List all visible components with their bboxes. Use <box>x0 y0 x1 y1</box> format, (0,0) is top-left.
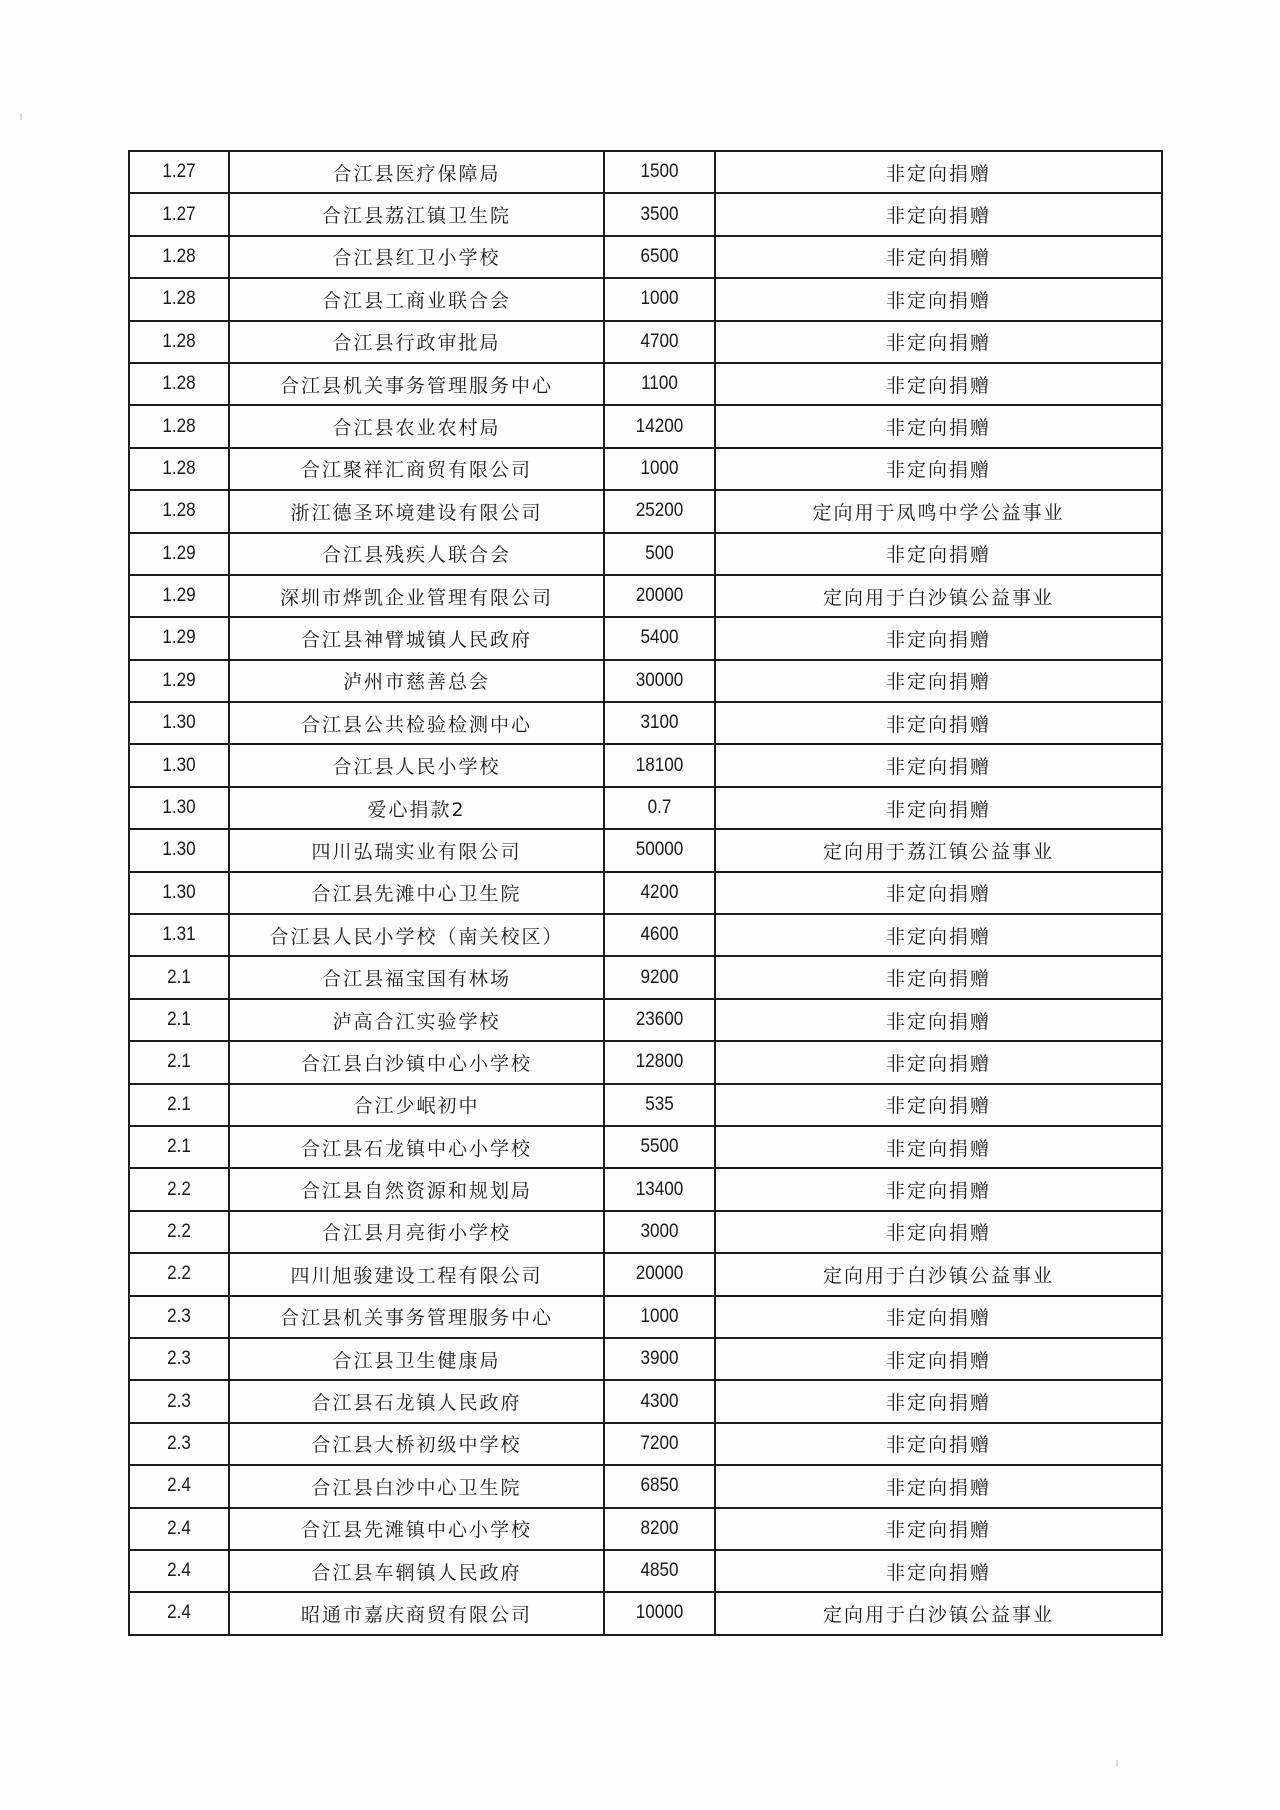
date-cell: 1.30 <box>134 744 224 786</box>
date-cell: 1.30 <box>134 872 224 914</box>
purpose-cell: 非定向捐赠 <box>715 193 1162 235</box>
amount-cell: 6850 <box>610 1465 710 1507</box>
table-row <box>129 193 1162 235</box>
amount-cell: 1000 <box>610 1296 710 1338</box>
donor-cell: 合江县大桥初级中学校 <box>229 1423 604 1465</box>
table-row <box>129 1296 1162 1338</box>
amount-cell: 3000 <box>610 1211 710 1253</box>
donor-cell: 泸高合江实验学校 <box>229 999 604 1041</box>
date-cell: 2.3 <box>134 1338 224 1380</box>
table-row <box>129 448 1162 490</box>
table-row <box>129 1041 1162 1083</box>
date-cell: 2.3 <box>134 1380 224 1422</box>
date-cell: 2.1 <box>134 1041 224 1083</box>
amount-cell: 23600 <box>610 999 710 1041</box>
donation-ledger-table <box>128 150 1163 1636</box>
purpose-cell: 非定向捐赠 <box>715 660 1162 702</box>
table-row <box>129 872 1162 914</box>
amount-cell: 6500 <box>610 236 710 278</box>
donor-cell: 合江县人民小学校（南关校区） <box>229 914 604 956</box>
date-cell: 1.28 <box>134 490 224 532</box>
purpose-cell: 非定向捐赠 <box>715 533 1162 575</box>
date-cell: 1.31 <box>134 914 224 956</box>
table-row <box>129 1423 1162 1465</box>
table-row <box>129 956 1162 998</box>
amount-cell: 535 <box>610 1084 710 1126</box>
date-cell: 1.28 <box>134 448 224 490</box>
donor-cell: 合江县医疗保障局 <box>229 151 604 193</box>
donor-cell: 合江县荔江镇卫生院 <box>229 193 604 235</box>
table-row <box>129 236 1162 278</box>
amount-cell: 50000 <box>610 829 710 871</box>
donor-cell: 合江县工商业联合会 <box>229 278 604 320</box>
table-row <box>129 1126 1162 1168</box>
date-cell: 2.1 <box>134 1126 224 1168</box>
table-row <box>129 1592 1162 1634</box>
amount-cell: 3100 <box>610 702 710 744</box>
date-cell: 1.29 <box>134 575 224 617</box>
table-row <box>129 1465 1162 1507</box>
date-cell: 1.27 <box>134 193 224 235</box>
table-row <box>129 829 1162 871</box>
donor-cell: 合江县先滩中心卫生院 <box>229 872 604 914</box>
purpose-cell: 非定向捐赠 <box>715 914 1162 956</box>
amount-cell: 1500 <box>610 151 710 193</box>
purpose-cell: 非定向捐赠 <box>715 1168 1162 1210</box>
date-cell: 2.2 <box>134 1211 224 1253</box>
donor-cell: 深圳市烨凯企业管理有限公司 <box>229 575 604 617</box>
purpose-cell: 非定向捐赠 <box>715 1296 1162 1338</box>
date-cell: 1.30 <box>134 787 224 829</box>
purpose-cell: 非定向捐赠 <box>715 1211 1162 1253</box>
purpose-cell: 非定向捐赠 <box>715 872 1162 914</box>
date-cell: 1.28 <box>134 321 224 363</box>
amount-cell: 1100 <box>610 363 710 405</box>
purpose-cell: 非定向捐赠 <box>715 1508 1162 1550</box>
date-cell: 1.29 <box>134 617 224 659</box>
purpose-cell: 非定向捐赠 <box>715 363 1162 405</box>
date-cell: 1.28 <box>134 363 224 405</box>
amount-cell: 30000 <box>610 660 710 702</box>
table-row <box>129 278 1162 320</box>
donor-cell: 合江县机关事务管理服务中心 <box>229 363 604 405</box>
purpose-cell: 非定向捐赠 <box>715 744 1162 786</box>
table-row <box>129 490 1162 532</box>
donor-cell: 合江县红卫小学校 <box>229 236 604 278</box>
purpose-cell: 非定向捐赠 <box>715 956 1162 998</box>
amount-cell: 8200 <box>610 1508 710 1550</box>
table-row <box>129 151 1162 193</box>
amount-cell: 4300 <box>610 1380 710 1422</box>
amount-cell: 4700 <box>610 321 710 363</box>
date-cell: 1.30 <box>134 702 224 744</box>
purpose-cell: 非定向捐赠 <box>715 278 1162 320</box>
table-row <box>129 744 1162 786</box>
donor-cell: 合江县白沙镇中心小学校 <box>229 1041 604 1083</box>
date-cell: 1.28 <box>134 278 224 320</box>
purpose-cell: 非定向捐赠 <box>715 1380 1162 1422</box>
table-row <box>129 787 1162 829</box>
amount-cell: 25200 <box>610 490 710 532</box>
amount-cell: 7200 <box>610 1423 710 1465</box>
donor-cell: 合江县人民小学校 <box>229 744 604 786</box>
donor-cell: 合江县机关事务管理服务中心 <box>229 1296 604 1338</box>
donor-cell: 合江县白沙中心卫生院 <box>229 1465 604 1507</box>
donor-cell: 合江县月亮街小学校 <box>229 1211 604 1253</box>
date-cell: 2.1 <box>134 956 224 998</box>
purpose-cell: 定向用于白沙镇公益事业 <box>715 1592 1162 1634</box>
amount-cell: 5400 <box>610 617 710 659</box>
purpose-cell: 非定向捐赠 <box>715 321 1162 363</box>
date-cell: 2.3 <box>134 1296 224 1338</box>
table-row <box>129 617 1162 659</box>
table-row <box>129 1084 1162 1126</box>
table-row <box>129 914 1162 956</box>
amount-cell: 3500 <box>610 193 710 235</box>
purpose-cell: 非定向捐赠 <box>715 787 1162 829</box>
amount-cell: 13400 <box>610 1168 710 1210</box>
amount-cell: 4200 <box>610 872 710 914</box>
date-cell: 2.1 <box>134 999 224 1041</box>
amount-cell: 9200 <box>610 956 710 998</box>
amount-cell: 20000 <box>610 1253 710 1295</box>
donor-cell: 合江县车辋镇人民政府 <box>229 1550 604 1592</box>
amount-cell: 12800 <box>610 1041 710 1083</box>
table-row <box>129 660 1162 702</box>
amount-cell: 18100 <box>610 744 710 786</box>
purpose-cell: 非定向捐赠 <box>715 1423 1162 1465</box>
date-cell: 2.4 <box>134 1550 224 1592</box>
amount-cell: 4600 <box>610 914 710 956</box>
date-cell: 1.27 <box>134 151 224 193</box>
purpose-cell: 非定向捐赠 <box>715 1338 1162 1380</box>
date-cell: 1.30 <box>134 829 224 871</box>
amount-cell: 0.7 <box>610 787 710 829</box>
date-cell: 2.4 <box>134 1508 224 1550</box>
purpose-cell: 非定向捐赠 <box>715 1041 1162 1083</box>
amount-cell: 20000 <box>610 575 710 617</box>
scan-artifact <box>1116 1760 1118 1766</box>
date-cell: 1.29 <box>134 533 224 575</box>
donor-cell: 合江县残疾人联合会 <box>229 533 604 575</box>
donor-cell: 泸州市慈善总会 <box>229 660 604 702</box>
table-row <box>129 1380 1162 1422</box>
donor-cell: 浙江德圣环境建设有限公司 <box>229 490 604 532</box>
purpose-cell: 非定向捐赠 <box>715 405 1162 447</box>
donor-cell: 四川弘瑞实业有限公司 <box>229 829 604 871</box>
date-cell: 2.4 <box>134 1592 224 1634</box>
date-cell: 2.1 <box>134 1084 224 1126</box>
ledger-body <box>129 151 1162 1635</box>
table-row <box>129 363 1162 405</box>
purpose-cell: 定向用于凤鸣中学公益事业 <box>715 490 1162 532</box>
table-row <box>129 1550 1162 1592</box>
amount-cell: 3900 <box>610 1338 710 1380</box>
table-row <box>129 1168 1162 1210</box>
amount-cell: 4850 <box>610 1550 710 1592</box>
table-row <box>129 702 1162 744</box>
donor-cell: 合江县行政审批局 <box>229 321 604 363</box>
purpose-cell: 定向用于荔江镇公益事业 <box>715 829 1162 871</box>
date-cell: 1.28 <box>134 236 224 278</box>
donor-cell: 爱心捐款2 <box>229 787 604 829</box>
scan-artifact <box>20 114 22 120</box>
amount-cell: 14200 <box>610 405 710 447</box>
amount-cell: 10000 <box>610 1592 710 1634</box>
table-row <box>129 533 1162 575</box>
purpose-cell: 非定向捐赠 <box>715 999 1162 1041</box>
date-cell: 2.3 <box>134 1423 224 1465</box>
donor-cell: 合江县神臂城镇人民政府 <box>229 617 604 659</box>
table-row <box>129 321 1162 363</box>
donor-cell: 四川旭骏建设工程有限公司 <box>229 1253 604 1295</box>
donor-cell: 合江县石龙镇人民政府 <box>229 1380 604 1422</box>
purpose-cell: 非定向捐赠 <box>715 702 1162 744</box>
purpose-cell: 定向用于白沙镇公益事业 <box>715 1253 1162 1295</box>
purpose-cell: 定向用于白沙镇公益事业 <box>715 575 1162 617</box>
purpose-cell: 非定向捐赠 <box>715 617 1162 659</box>
purpose-cell: 非定向捐赠 <box>715 1084 1162 1126</box>
purpose-cell: 非定向捐赠 <box>715 1550 1162 1592</box>
date-cell: 2.2 <box>134 1253 224 1295</box>
purpose-cell: 非定向捐赠 <box>715 1126 1162 1168</box>
date-cell: 2.4 <box>134 1465 224 1507</box>
table-row <box>129 1338 1162 1380</box>
amount-cell: 1000 <box>610 448 710 490</box>
donor-cell: 合江少岷初中 <box>229 1084 604 1126</box>
donor-cell: 昭通市嘉庆商贸有限公司 <box>229 1592 604 1634</box>
table-row <box>129 405 1162 447</box>
donor-cell: 合江县先滩镇中心小学校 <box>229 1508 604 1550</box>
purpose-cell: 非定向捐赠 <box>715 236 1162 278</box>
amount-cell: 5500 <box>610 1126 710 1168</box>
date-cell: 1.28 <box>134 405 224 447</box>
donor-cell: 合江县公共检验检测中心 <box>229 702 604 744</box>
donor-cell: 合江县农业农村局 <box>229 405 604 447</box>
donor-cell: 合江县自然资源和规划局 <box>229 1168 604 1210</box>
amount-cell: 500 <box>610 533 710 575</box>
donor-cell: 合江县卫生健康局 <box>229 1338 604 1380</box>
purpose-cell: 非定向捐赠 <box>715 151 1162 193</box>
donor-cell: 合江县石龙镇中心小学校 <box>229 1126 604 1168</box>
date-cell: 2.2 <box>134 1168 224 1210</box>
table-row <box>129 1211 1162 1253</box>
purpose-cell: 非定向捐赠 <box>715 1465 1162 1507</box>
table-row <box>129 575 1162 617</box>
date-cell: 1.29 <box>134 660 224 702</box>
amount-cell: 1000 <box>610 278 710 320</box>
purpose-cell: 非定向捐赠 <box>715 448 1162 490</box>
table-row <box>129 999 1162 1041</box>
donor-cell: 合江聚祥汇商贸有限公司 <box>229 448 604 490</box>
table-row <box>129 1253 1162 1295</box>
donor-cell: 合江县福宝国有林场 <box>229 956 604 998</box>
table-row <box>129 1508 1162 1550</box>
